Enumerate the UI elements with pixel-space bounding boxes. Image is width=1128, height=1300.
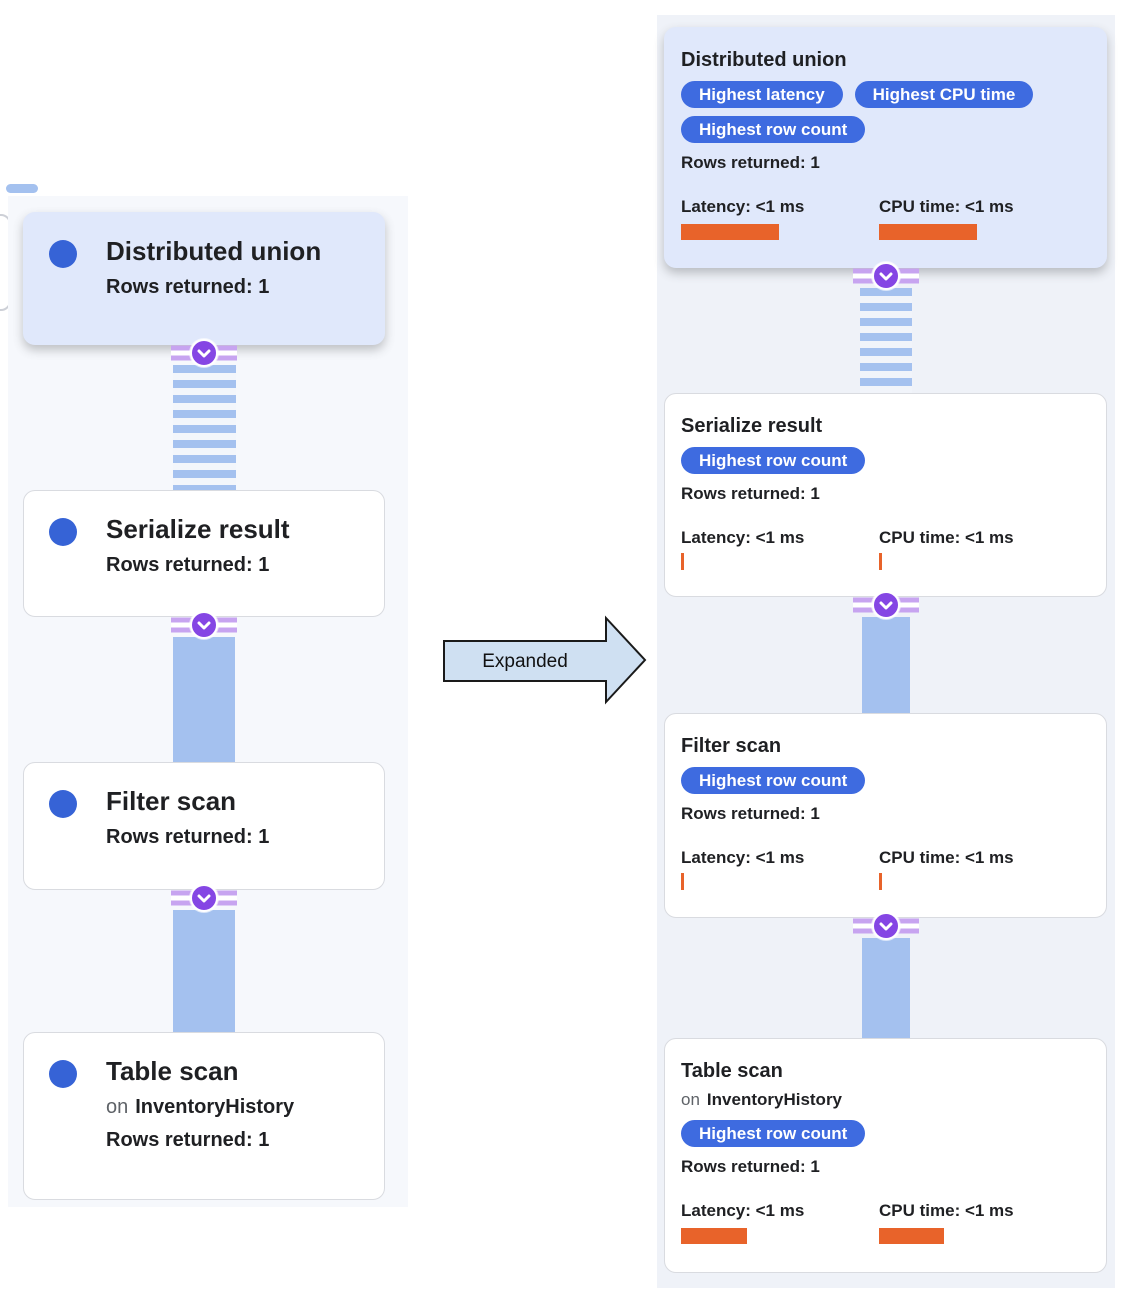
latency-label: Latency: <1 ms bbox=[681, 197, 805, 216]
highlight-badge: Highest row count bbox=[681, 447, 865, 474]
node-text-block bbox=[106, 1055, 294, 1153]
badge-list bbox=[681, 767, 1090, 794]
remote-flow-bar bbox=[173, 365, 236, 490]
expand-collapse-toggle[interactable] bbox=[853, 912, 919, 940]
cpu-metric bbox=[879, 1200, 1090, 1244]
node-target-table bbox=[681, 1089, 1090, 1111]
local-flow-bar bbox=[862, 617, 910, 713]
cpu-bar bbox=[879, 873, 882, 890]
rows-returned-label: Rows returned: 1 bbox=[106, 554, 270, 576]
node-dot bbox=[49, 790, 77, 818]
node-title: Filter scan bbox=[681, 735, 782, 757]
plan-node-card-expanded[interactable] bbox=[664, 393, 1107, 597]
latency-metric bbox=[681, 847, 879, 890]
cpu-label: CPU time: <1 ms bbox=[879, 1201, 1014, 1220]
on-prefix-label: on bbox=[106, 1096, 129, 1118]
metrics-row bbox=[681, 847, 1090, 890]
metrics-row bbox=[681, 527, 1090, 570]
highlight-badge: Highest latency bbox=[681, 81, 843, 108]
plan-edge-connector bbox=[23, 617, 385, 762]
latency-metric bbox=[681, 1200, 879, 1244]
node-target-table bbox=[106, 1094, 294, 1120]
arrow-label: Expanded bbox=[482, 651, 568, 672]
cpu-label: CPU time: <1 ms bbox=[879, 528, 1014, 547]
node-title: Serialize result bbox=[681, 415, 823, 437]
local-flow-bar bbox=[173, 910, 235, 1032]
node-title: Filter scan bbox=[106, 786, 237, 816]
expand-collapse-toggle[interactable] bbox=[171, 339, 237, 367]
badge-list bbox=[681, 1120, 1090, 1147]
node-text-block bbox=[106, 513, 290, 578]
latency-bar bbox=[681, 553, 684, 570]
node-title: Table scan bbox=[106, 1056, 239, 1086]
cpu-metric bbox=[879, 527, 1090, 570]
plan-node-card-collapsed[interactable] bbox=[23, 212, 385, 345]
node-title: Serialize result bbox=[106, 514, 290, 544]
latency-metric bbox=[681, 196, 879, 240]
expanded-annotation-arrow bbox=[443, 612, 649, 707]
rows-returned-label: Rows returned: 1 bbox=[681, 1157, 820, 1176]
plan-edge-connector bbox=[664, 597, 1107, 713]
highlight-badge: Highest row count bbox=[681, 1120, 865, 1147]
latency-bar bbox=[681, 1228, 747, 1244]
plan-edge-connector bbox=[23, 345, 385, 490]
node-dot bbox=[49, 240, 77, 268]
expand-collapse-toggle[interactable] bbox=[171, 884, 237, 912]
table-name-label: InventoryHistory bbox=[706, 1090, 843, 1109]
rows-returned-label: Rows returned: 1 bbox=[681, 153, 820, 172]
plan-edge-connector bbox=[23, 890, 385, 1032]
rows-returned-label: Rows returned: 1 bbox=[106, 826, 270, 848]
plan-node-card-expanded[interactable] bbox=[664, 713, 1107, 918]
on-prefix-label: on bbox=[681, 1090, 700, 1109]
chevron-down-icon bbox=[190, 611, 218, 639]
metrics-row bbox=[681, 1200, 1090, 1244]
node-text-block bbox=[106, 785, 269, 850]
highlight-badge: Highest row count bbox=[681, 116, 865, 143]
node-dot bbox=[49, 1060, 77, 1088]
node-text-block bbox=[106, 235, 321, 300]
local-flow-bar bbox=[173, 637, 235, 762]
latency-label: Latency: <1 ms bbox=[681, 848, 805, 867]
remote-flow-bar bbox=[860, 288, 912, 393]
local-flow-bar bbox=[862, 938, 910, 1038]
node-title: Distributed union bbox=[106, 236, 322, 266]
chevron-down-icon bbox=[872, 262, 900, 290]
cpu-metric bbox=[879, 196, 1090, 240]
rows-returned-label: Rows returned: 1 bbox=[681, 804, 820, 823]
plan-edge-connector bbox=[664, 918, 1107, 1038]
expand-collapse-toggle[interactable] bbox=[171, 611, 237, 639]
latency-bar bbox=[681, 224, 779, 240]
cpu-metric bbox=[879, 847, 1090, 890]
cutoff-flow-bar-fragment bbox=[6, 184, 38, 193]
table-name-label: InventoryHistory bbox=[135, 1096, 295, 1118]
latency-label: Latency: <1 ms bbox=[681, 528, 805, 547]
cpu-label: CPU time: <1 ms bbox=[879, 848, 1014, 867]
cpu-bar bbox=[879, 224, 977, 240]
expanded-plan-panel bbox=[657, 15, 1115, 1288]
plan-node-card-collapsed[interactable] bbox=[23, 490, 385, 617]
plan-node-card-collapsed[interactable] bbox=[23, 1032, 385, 1200]
expand-collapse-toggle[interactable] bbox=[853, 262, 919, 290]
rows-returned-label: Rows returned: 1 bbox=[681, 484, 820, 503]
highlight-badge: Highest row count bbox=[681, 767, 865, 794]
badge-list bbox=[681, 81, 1090, 143]
expand-collapse-toggle[interactable] bbox=[853, 591, 919, 619]
latency-label: Latency: <1 ms bbox=[681, 1201, 805, 1220]
latency-metric bbox=[681, 527, 879, 570]
badge-list bbox=[681, 447, 1090, 474]
plan-node-card-collapsed[interactable] bbox=[23, 762, 385, 890]
plan-node-card-expanded[interactable] bbox=[664, 27, 1107, 268]
node-title: Table scan bbox=[681, 1060, 783, 1082]
plan-node-card-expanded[interactable] bbox=[664, 1038, 1107, 1273]
chevron-down-icon bbox=[190, 339, 218, 367]
rows-returned-label: Rows returned: 1 bbox=[106, 276, 270, 298]
node-dot bbox=[49, 518, 77, 546]
cpu-bar bbox=[879, 1228, 944, 1244]
chevron-down-icon bbox=[872, 912, 900, 940]
latency-bar bbox=[681, 873, 684, 890]
node-title: Distributed union bbox=[681, 49, 847, 71]
plan-edge-connector bbox=[664, 268, 1107, 393]
chevron-down-icon bbox=[872, 591, 900, 619]
cpu-bar bbox=[879, 553, 882, 570]
cpu-label: CPU time: <1 ms bbox=[879, 197, 1014, 216]
collapsed-plan-panel bbox=[8, 196, 408, 1207]
chevron-down-icon bbox=[190, 884, 218, 912]
rows-returned-label: Rows returned: 1 bbox=[106, 1129, 270, 1151]
metrics-row bbox=[681, 196, 1090, 240]
highlight-badge: Highest CPU time bbox=[855, 81, 1034, 108]
